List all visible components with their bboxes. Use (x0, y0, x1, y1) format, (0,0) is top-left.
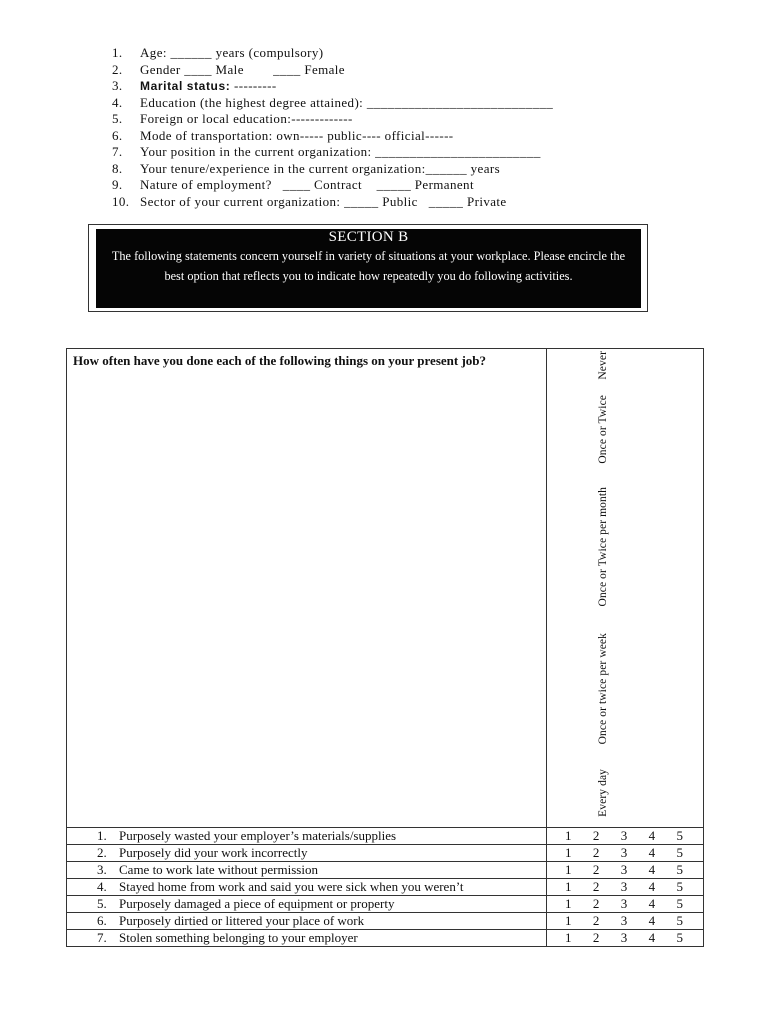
section-b-instructions: The following statements concern yourself in variety of situations at your workplace. Please encircle the best option that reflects you to indicate how repeatedly you do following activities. (111, 249, 626, 283)
scale-label-per-week: Once or twice per week (597, 633, 609, 745)
option-1[interactable]: 1 (565, 930, 572, 945)
option-1[interactable]: 1 (565, 845, 572, 860)
section-b-title: SECTION B (328, 229, 409, 245)
section-b-banner (96, 229, 641, 308)
scale-label-every-day: Every day (597, 769, 609, 817)
scale-label-per-month: Once or Twice per month (597, 487, 609, 607)
option-3[interactable]: 3 (620, 930, 628, 945)
question-header: How often have you done each of the following things on your present job? (67, 349, 547, 828)
option-1[interactable]: 1 (565, 862, 572, 877)
list-item: 2. Gender ____ Male ____ Female (112, 61, 345, 77)
demographics-list (112, 45, 553, 210)
option-3[interactable]: 3 (620, 896, 628, 911)
option-4[interactable]: 4 (648, 879, 656, 894)
table-row: 2. Purposely did your work incorrectly 1 2 3 4 5 (67, 845, 704, 862)
option-5[interactable]: 5 (676, 896, 683, 911)
option-4[interactable]: 4 (648, 862, 656, 877)
list-item: 4. Education (the highest degree attained): ___________________________ (112, 94, 554, 110)
list-item: 5. Foreign or local education:------------- (112, 111, 353, 126)
option-5[interactable]: 5 (676, 879, 683, 894)
scale-header (547, 349, 704, 828)
option-4[interactable]: 4 (648, 913, 656, 928)
list-item: 6. Mode of transportation: own----- public---- official------ (112, 127, 454, 143)
option-4[interactable]: 4 (648, 896, 656, 911)
option-4[interactable]: 4 (648, 828, 656, 843)
table-row: 7. Stolen something belonging to your employer 1 2 3 4 5 (67, 930, 704, 947)
option-1[interactable]: 1 (565, 913, 572, 928)
option-5[interactable]: 5 (676, 845, 683, 860)
scale-options (547, 845, 703, 861)
scale-label-once-or-twice: Once or Twice (597, 395, 609, 464)
option-2[interactable]: 2 (592, 913, 600, 928)
list-item: 7. Your position in the current organization: ________________________ (112, 144, 541, 159)
scale-options (547, 879, 703, 895)
option-2[interactable]: 2 (592, 828, 600, 843)
option-5[interactable]: 5 (676, 930, 683, 945)
scale-options (547, 862, 703, 878)
option-4[interactable]: 4 (648, 930, 656, 945)
option-3[interactable]: 3 (620, 828, 628, 843)
option-2[interactable]: 2 (592, 879, 600, 894)
scale-options (547, 930, 703, 946)
table-row: 6. Purposely dirtied or littered your place of work 1 2 3 4 5 (67, 913, 704, 930)
table-header-row (67, 349, 704, 828)
option-1[interactable]: 1 (565, 828, 572, 843)
option-3[interactable]: 3 (620, 879, 628, 894)
scale-label-never: Never (597, 351, 609, 380)
table-row: 1. Purposely wasted your employer’s materials/supplies 1 2 3 4 5 (67, 828, 704, 845)
option-2[interactable]: 2 (592, 845, 600, 860)
option-1[interactable]: 1 (565, 896, 572, 911)
option-3[interactable]: 3 (620, 862, 628, 877)
scale-options (547, 913, 703, 929)
option-5[interactable]: 5 (676, 862, 683, 877)
marital-status-label: Marital status: (140, 79, 231, 93)
table-row: 5. Purposely damaged a piece of equipment or property 1 2 3 4 5 (67, 896, 704, 913)
option-2[interactable]: 2 (592, 930, 600, 945)
option-5[interactable]: 5 (676, 913, 683, 928)
option-4[interactable]: 4 (648, 845, 656, 860)
scale-options (547, 896, 703, 912)
frequency-table (66, 348, 704, 947)
list-item: 3. Marital status: --------- (112, 78, 277, 93)
option-1[interactable]: 1 (565, 879, 572, 894)
option-3[interactable]: 3 (620, 913, 628, 928)
list-item: 1. Age: ______ years (compulsory) (112, 45, 324, 60)
list-item: 10. Sector of your current organization: _____ Public _____ Private (112, 193, 507, 209)
scale-options (547, 828, 703, 844)
table-row: 4. Stayed home from work and said you were sick when you weren’t 1 2 3 4 5 (67, 879, 704, 896)
option-3[interactable]: 3 (620, 845, 628, 860)
list-item: 8. Your tenure/experience in the current organization:______ years (112, 160, 501, 176)
list-item: 9. Nature of employment? ____ Contract _____ Permanent (112, 177, 474, 192)
option-2[interactable]: 2 (592, 862, 600, 877)
option-2[interactable]: 2 (592, 896, 600, 911)
option-5[interactable]: 5 (676, 828, 683, 843)
table-row: 3. Came to work late without permission 1 2 3 4 5 (67, 862, 704, 879)
